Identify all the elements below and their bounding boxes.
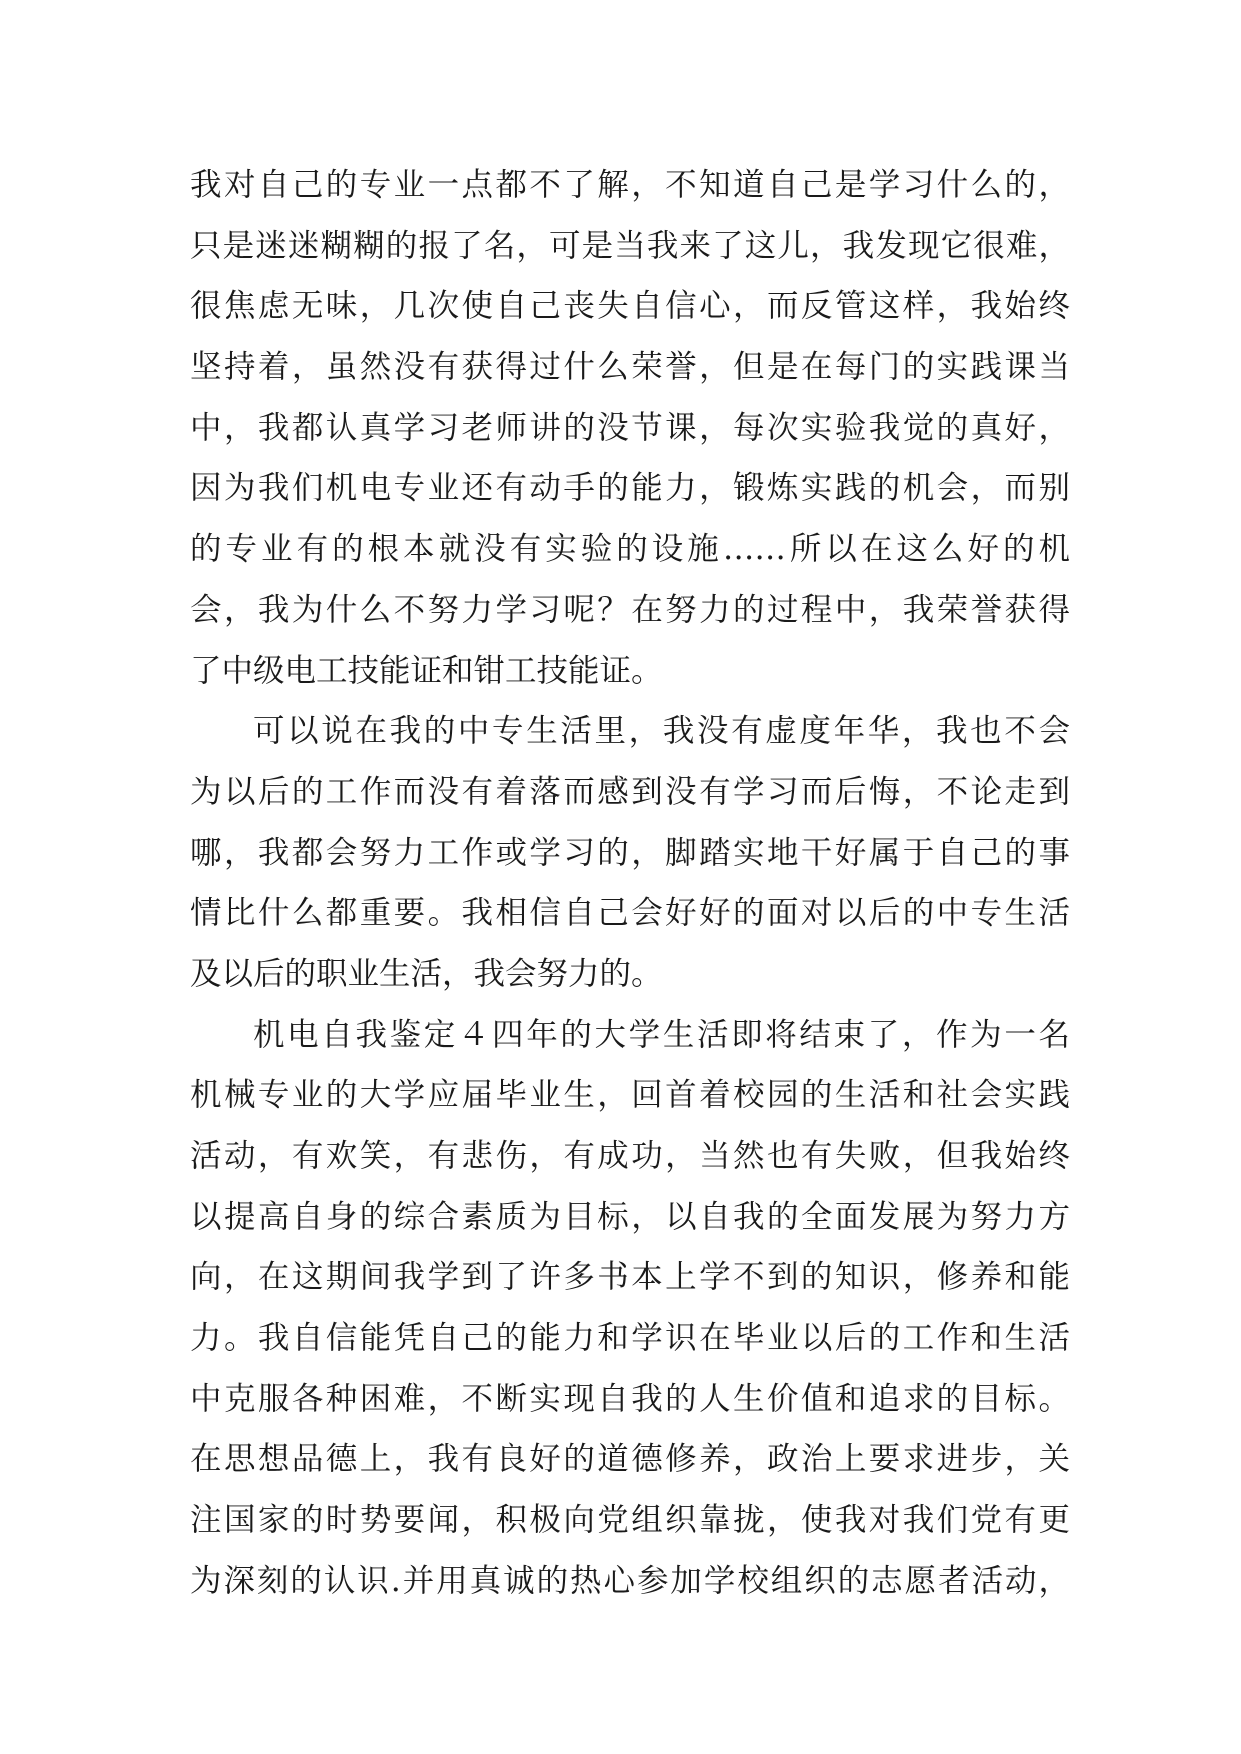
text-line: 为以后的工作而没有着落而感到没有学习而后悔，不论走到 (190, 773, 1070, 810)
text-line: 为深刻的认识.并用真诚的热心参加学校组织的志愿者活动， (190, 1562, 1070, 1599)
text-line: 哪，我都会努力工作或学习的，脚踏实地干好属于自己的事 (190, 834, 1070, 871)
text-line: 可以说在我的中专生活里，我没有虚度年华，我也不会 (253, 713, 1070, 750)
text-line: 情比什么都重要。我相信自己会好好的面对以后的中专生活 (190, 895, 1070, 932)
text-line: 只是迷迷糊糊的报了名，可是当我来了这儿，我发现它很难， (190, 227, 1070, 264)
text-line: 很焦虑无味，几次使自己丧失自信心，而反管这样，我始终 (190, 288, 1070, 325)
text-line: 活动，有欢笑，有悲伤，有成功，当然也有失败，但我始终 (190, 1138, 1070, 1174)
text-line: 会，我为什么不努力学习呢？在努力的过程中，我荣誉获得 (190, 591, 1070, 628)
text-line: 在思想品德上，我有良好的道德修养，政治上要求进步，关 (190, 1441, 1070, 1478)
text-line: 因为我们机电专业还有动手的能力，锻炼实践的机会，而别 (190, 470, 1070, 507)
body-text (190, 155, 1070, 1612)
text-line: 力。我自信能凭自己的能力和学识在毕业以后的工作和生活 (190, 1320, 1070, 1357)
text-line: 以提高自身的综合素质为目标，以自我的全面发展为努力方 (190, 1198, 1070, 1235)
text-line: 向，在这期间我学到了许多书本上学不到的知识，修养和能 (190, 1259, 1070, 1296)
text-line: 了中级电工技能证和钳工技能证。 (190, 652, 663, 689)
text-line: 机械专业的大学应届毕业生，回首着校园的生活和社会实践 (190, 1077, 1070, 1114)
text-line: 中克服各种困难，不断实现自我的人生价值和追求的目标。 (190, 1380, 1070, 1417)
text-line: 坚持着，虽然没有获得过什么荣誉，但是在每门的实践课当 (190, 349, 1070, 386)
text-line: 我对自己的专业一点都不了解，不知道自己是学习什么的， (190, 167, 1070, 203)
text-line: 中，我都认真学习老师讲的没节课，每次实验我觉的真好， (190, 409, 1070, 446)
text-line: 及以后的职业生活，我会努力的。 (190, 955, 663, 992)
text-line: 注国家的时势要闻，积极向党组织靠拢，使我对我们党有更 (190, 1502, 1070, 1539)
text-line: 的专业有的根本就没有实验的设施……所以在这么好的机 (190, 531, 1070, 568)
text-line: 机电自我鉴定４四年的大学生活即将结束了，作为一名 (253, 1016, 1070, 1053)
